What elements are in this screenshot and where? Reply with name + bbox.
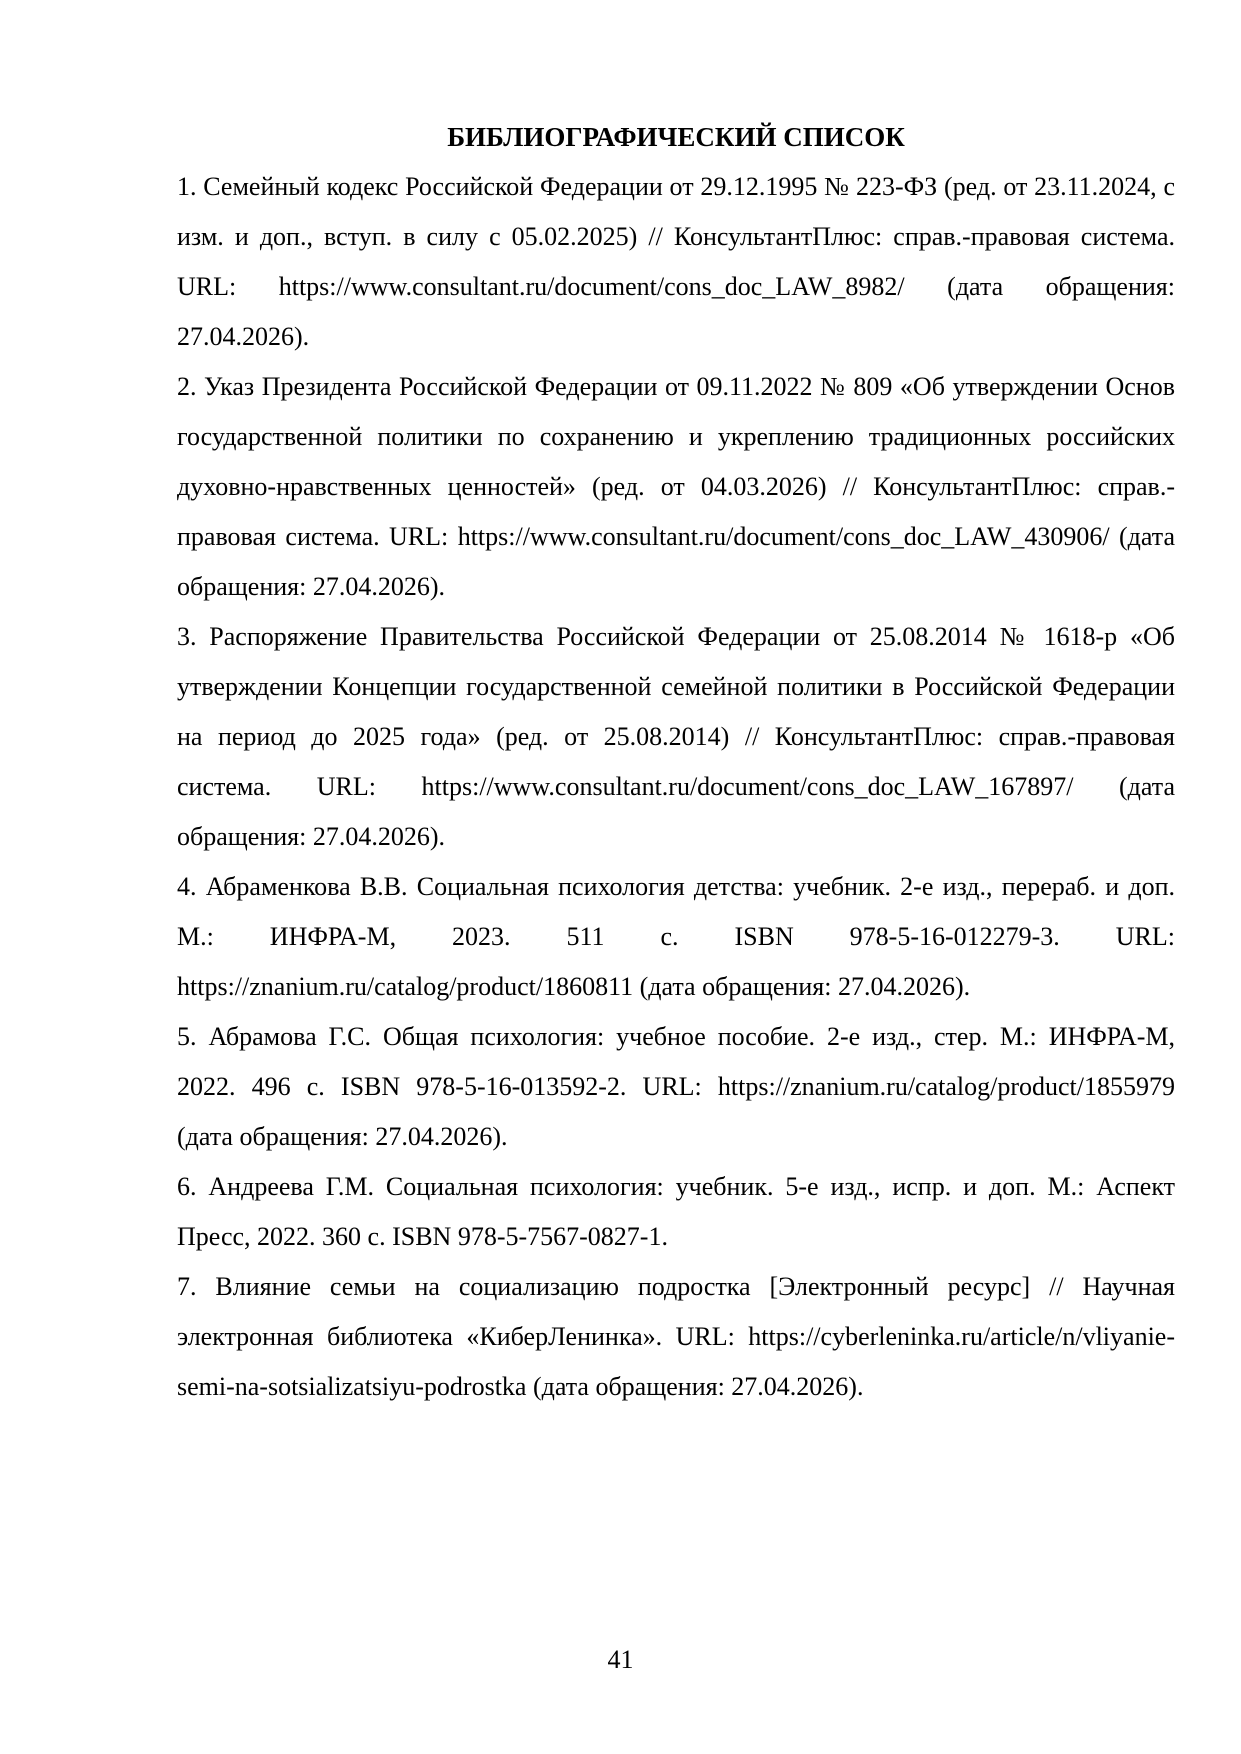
- reference-url[interactable]: https://znanium.ru/catalog/product/1855979: [717, 1072, 1175, 1101]
- reference-item: [177, 862, 1175, 1012]
- reference-text: 4. Абраменкова В.В. Социальная психология детства: учебник. 2-е изд., перераб. и доп. М.: ИНФРА-М, 2023. 511 с. ISBN 978-5-16-012279-3. URL:: [177, 872, 1175, 951]
- reference-list: [177, 162, 1175, 1412]
- reference-item: [177, 1262, 1175, 1412]
- reference-text: 7. Влияние семьи на социализацию подростка [Электронный ресурс] // Научная электронная библиотека «КиберЛенинка». URL:: [177, 1272, 1175, 1351]
- page-number: 41: [607, 1645, 634, 1674]
- reference-item: [177, 1012, 1175, 1162]
- page-content: [177, 112, 1175, 1412]
- reference-text: 6. Андреева Г.М. Социальная психология: учебник. 5-е изд., испр. и доп. М.: Аспект Пресс, 2022. 360 с. ISBN 978-5-7567-0827-1.: [177, 1172, 1175, 1251]
- reference-tail: (дата обращения: 27.04.2026).: [177, 522, 1176, 601]
- reference-item: [177, 612, 1175, 862]
- reference-url[interactable]: https://cyberleninka.ru/article/n/vliyanie-semi-na-sotsializatsiyu-podrostka: [177, 1322, 1175, 1401]
- page-title: БИБЛИОГРАФИЧЕСКИЙ СПИСОК: [447, 122, 905, 152]
- reference-item: [177, 1162, 1175, 1262]
- reference-item: [177, 362, 1175, 612]
- reference-tail: (дата обращения: 27.04.2026).: [526, 1372, 864, 1401]
- reference-url[interactable]: https://www.consultant.ru/document/cons_doc_LAW_167897/: [421, 772, 1074, 801]
- reference-text: 2. Указ Президента Российской Федерации от 09.11.2022 № 809 «Об утверждении Основ государственной политики по сохранению и укреплению традиционных российских духовно-нравственных ценностей» (ред. от 04.03.2026) // КонсультантПлюс: справ.-правовая система. URL:: [177, 372, 1175, 551]
- reference-tail: (дата обращения: 27.04.2026).: [177, 772, 1175, 851]
- reference-text: 5. Абрамова Г.С. Общая психология: учебное пособие. 2-е изд., стер. М.: ИНФРА-М, 2022. 496 с. ISBN 978-5-16-013592-2. URL:: [177, 1022, 1175, 1101]
- reference-tail: (дата обращения: 27.04.2026).: [177, 272, 1175, 351]
- reference-tail: (дата обращения: 27.04.2026).: [177, 1122, 508, 1151]
- reference-item: [177, 162, 1175, 362]
- reference-url[interactable]: https://znanium.ru/catalog/product/1860811: [177, 972, 634, 1001]
- reference-url[interactable]: https://www.consultant.ru/document/cons_doc_LAW_430906/: [457, 522, 1110, 551]
- reference-text: 3. Распоряжение Правительства Российской Федерации от 25.08.2014 № 1618-р «Об утверждении Концепции государственной семейной политики в Российской Федерации на период до 2025 года» (ред. от 25.08.2014) // КонсультантПлюс: справ.-правовая система. URL:: [177, 622, 1175, 801]
- reference-text: 1. Семейный кодекс Российской Федерации от 29.12.1995 № 223-ФЗ (ред. от 23.11.2024, с изм. и доп., вступ. в силу с 05.02.2025) // КонсультантПлюс: справ.-правовая система. URL:: [177, 172, 1175, 301]
- reference-tail: (дата обращения: 27.04.2026).: [633, 972, 971, 1001]
- reference-url[interactable]: https://www.consultant.ru/document/cons_doc_LAW_8982/: [278, 272, 905, 301]
